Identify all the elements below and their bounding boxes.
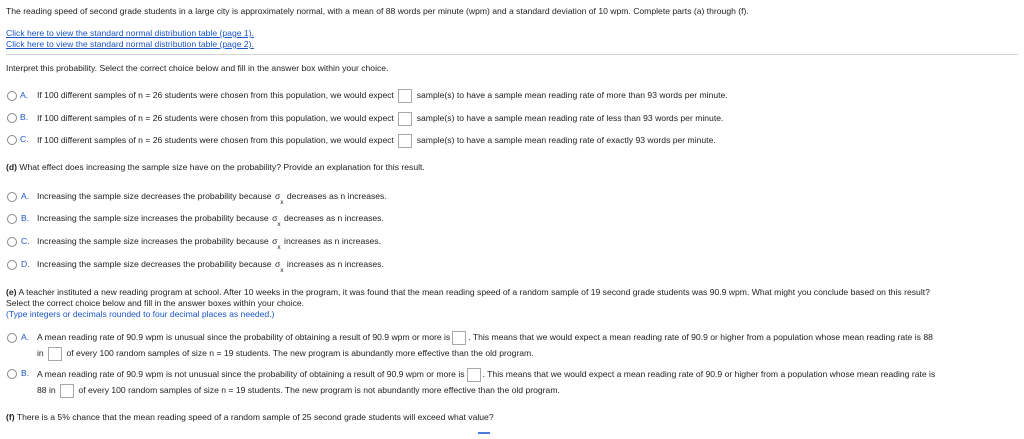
option-letter: A. bbox=[21, 191, 30, 201]
part-e-question bbox=[6, 287, 930, 297]
option-text: If 100 different samples of n = 26 students were chosen from this population, we would expect bbox=[37, 135, 394, 145]
sigma-xbar-symbol: $\sigma_x$ bbox=[272, 236, 281, 251]
option-text: Increasing the sample size increases the probability because bbox=[37, 236, 269, 246]
part-e-label: (e) bbox=[6, 287, 17, 297]
interpret-prompt: Interpret this probability. Select the correct choice below and fill in the answer box within your choice. bbox=[6, 63, 389, 73]
option-text: . This means that we would expect a mean reading rate of 90.9 or higher from a population whose mean reading rate is 88 bbox=[468, 332, 933, 342]
part-e-hint: (Type integers or decimals rounded to four decimal places as needed.) bbox=[6, 309, 275, 319]
part-d-question bbox=[6, 162, 425, 172]
option-letter: D. bbox=[21, 259, 30, 269]
probability-box-e-b[interactable] bbox=[467, 368, 481, 382]
part-d-text: What effect does increasing the sample size have on the probability? Provide an explanation for this result. bbox=[19, 162, 425, 172]
count-box-e-a[interactable] bbox=[48, 347, 62, 361]
option-letter: B. bbox=[20, 112, 29, 122]
part-f-label: (f) bbox=[6, 412, 15, 422]
option-text: of every 100 random samples of size n = 19 students. The new program is abundantly more effective than the old program. bbox=[66, 348, 534, 358]
problem-intro: The reading speed of second grade students in a large city is approximately normal, with a mean of 88 words per minute (wpm) and a standard deviation of 10 wpm. Complete parts (a) through (f). bbox=[6, 6, 749, 16]
answer-box-part-f-edge[interactable] bbox=[478, 432, 490, 434]
answer-box-interpret-c[interactable] bbox=[398, 134, 412, 148]
option-letter: B. bbox=[21, 368, 30, 378]
radio-interpret-c[interactable] bbox=[7, 135, 17, 145]
option-text: A mean reading rate of 90.9 wpm is not unusual since the probability of obtaining a result of 90.9 wpm or more is bbox=[37, 369, 465, 379]
answer-box-interpret-b[interactable] bbox=[398, 112, 412, 126]
part-e-instructions: Select the correct choice below and fill in the answer boxes within your choice. bbox=[6, 298, 305, 308]
option-text: increases as n increases. bbox=[284, 236, 381, 246]
option-text: sample(s) to have a sample mean reading rate of exactly 93 words per minute. bbox=[416, 135, 716, 145]
option-text: sample(s) to have a sample mean reading rate of more than 93 words per minute. bbox=[416, 90, 728, 100]
table-link-page2[interactable]: Click here to view the standard normal distribution table (page 2). bbox=[6, 39, 254, 49]
sigma-xbar-symbol: $\sigma_x$ bbox=[272, 213, 281, 228]
option-text: sample(s) to have a sample mean reading rate of less than 93 words per minute. bbox=[416, 113, 724, 123]
radio-e-b[interactable] bbox=[7, 369, 17, 379]
option-letter: A. bbox=[21, 332, 30, 342]
part-e-text: A teacher instituted a new reading program at school. After 10 weeks in the program, it was found that the mean reading speed of a random sample of 19 second grade students was 90.9 wpm. What might you conclude based on this result? bbox=[18, 287, 930, 297]
radio-d-d[interactable] bbox=[7, 260, 17, 270]
radio-d-a[interactable] bbox=[7, 192, 17, 202]
option-text: If 100 different samples of n = 26 students were chosen from this population, we would expect bbox=[37, 113, 394, 123]
probability-box-e-a[interactable] bbox=[452, 331, 466, 345]
option-text: If 100 different samples of n = 26 students were chosen from this population, we would expect bbox=[37, 90, 394, 100]
option-text: decreases as n increases. bbox=[286, 191, 387, 201]
option-text: decreases as n increases. bbox=[284, 213, 384, 223]
option-text: 88 in bbox=[37, 385, 56, 395]
option-letter: A. bbox=[20, 90, 29, 100]
option-text: Increasing the sample size decreases the probability because bbox=[37, 259, 272, 269]
count-box-e-b[interactable] bbox=[60, 384, 74, 398]
radio-d-b[interactable] bbox=[7, 214, 17, 224]
option-letter: C. bbox=[20, 134, 29, 144]
radio-interpret-a[interactable] bbox=[7, 91, 17, 101]
option-text: of every 100 random samples of size n = 19 students. The new program is not abundantly more effective than the old program. bbox=[78, 385, 560, 395]
table-link-page1[interactable]: Click here to view the standard normal distribution table (page 1). bbox=[6, 28, 254, 38]
option-text: Increasing the sample size increases the probability because bbox=[37, 213, 269, 223]
option-text: Increasing the sample size decreases the probability because bbox=[37, 191, 272, 201]
option-letter: C. bbox=[21, 236, 30, 246]
sigma-xbar-symbol: $\sigma_x$ bbox=[274, 259, 284, 274]
part-f-question bbox=[6, 412, 494, 422]
option-letter: B. bbox=[21, 213, 30, 223]
option-text: . This means that we would expect a mean reading rate of 90.9 or higher from a population whose mean reading rate is bbox=[482, 369, 936, 379]
radio-e-a[interactable] bbox=[7, 333, 17, 343]
part-f-text: There is a 5% chance that the mean reading speed of a random sample of 25 second grade students will exceed what value? bbox=[16, 412, 494, 422]
divider bbox=[6, 54, 1018, 55]
answer-box-interpret-a[interactable] bbox=[398, 89, 412, 103]
option-text: in bbox=[37, 348, 44, 358]
part-d-label: (d) bbox=[6, 162, 17, 172]
sigma-xbar-symbol: $\sigma_x$ bbox=[274, 191, 284, 206]
option-text: A mean reading rate of 90.9 wpm is unusual since the probability of obtaining a result of 90.9 wpm or more is bbox=[37, 332, 451, 342]
option-text: increases as n increases. bbox=[286, 259, 384, 269]
radio-interpret-b[interactable] bbox=[7, 113, 17, 123]
radio-d-c[interactable] bbox=[7, 237, 17, 247]
